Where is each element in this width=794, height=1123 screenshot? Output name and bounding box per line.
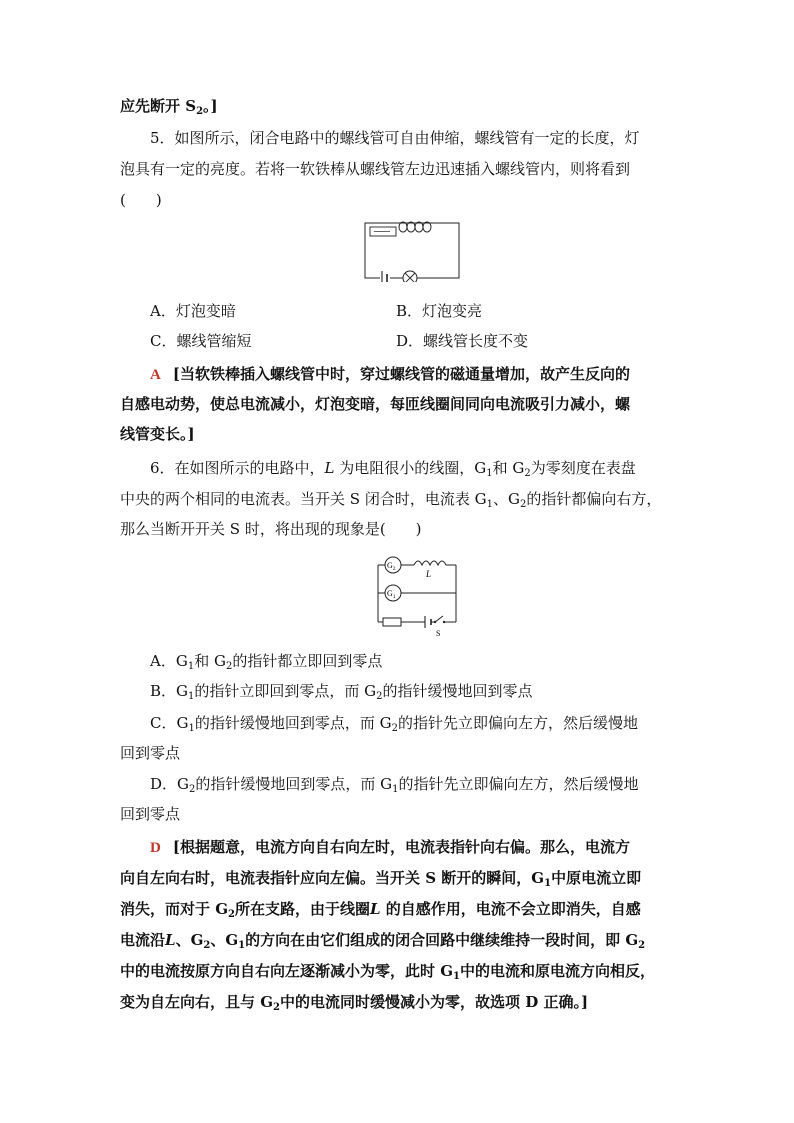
q4-tail: 应先断开 $S_2$。] [120, 97, 218, 117]
switch-label: S [436, 629, 441, 638]
q6-explanation-line-6: 变为自左向右，且与 $G_2$中的电流同时缓慢减小为零，故选项 D 正确。] [120, 993, 589, 1013]
q5-option-b: B．灯泡变亮 [396, 302, 483, 320]
q5-stem-line-3: ( ) [120, 191, 162, 209]
switch-s [435, 616, 443, 622]
q6-explanation-line-1: D [根据题意，电流方向自右向左时，电流表指针向右偏。那么，电流方 [150, 838, 630, 856]
q5-explanation-line-2: 自感电动势，使总电流减小，灯泡变暗，每匝线圈间同向电流吸引力减小，螺 [120, 395, 631, 413]
q6-option-c-line-2: 回到零点 [120, 744, 181, 762]
inductor-label: L [426, 569, 432, 579]
q6-explanation-line-3: 消失，而对于 $G_2$所在支路，由于线圈L 的自感作用，电流不会立即消失，自感 [120, 900, 641, 920]
q6-option-a: A．$G_1$和 $G_2$的指针都立即回到零点 [150, 652, 383, 672]
q6-stem-line-2: 中央的两个相同的电流表。当开关 S 闭合时，电流表 $G_1$、$G_2$的指针都偏向右方， [120, 490, 662, 510]
q5-stem-line-2: 泡具有一定的亮度。若将一软铁棒从螺线管左边迅速插入螺线管内，则将看到 [120, 160, 631, 178]
q6-option-b: B．$G_1$的指针立即回到零点，而 $G_2$的指针缓慢地回到零点 [150, 682, 533, 702]
g1-label: $G_1$ [387, 589, 396, 600]
q5-stem-line-1: 5．如图所示，闭合电路中的螺线管可自由伸缩，螺线管有一定的长度，灯 [150, 129, 640, 147]
q6-explanation-line-2: 向自左向右时，电流表指针应向左偏。当开关 S 断开的瞬间，$G_1$中原电流立即 [120, 869, 642, 889]
q6-option-c: C．$G_1$的指针缓慢地回到零点，而 $G_2$的指针先立即偏向左方，然后缓慢地 [150, 714, 638, 734]
q5-option-d: D．螺线管长度不变 [396, 332, 529, 350]
q6-circuit-diagram [370, 552, 462, 638]
g2-label: $G_2$ [387, 561, 396, 572]
q6-explanation-line-5: 中的电流按原方向自右向左逐渐减小为零，此时 $G_1$中的电流和原电流方向相反， [120, 962, 656, 982]
q6-explanation-line-4: 电流沿L、$G_2$、$G_1$的方向在由它们组成的闭合回路中继续维持一段时间，即 $G_2$ [120, 931, 646, 951]
resistor [383, 618, 401, 626]
q5-option-c: C．螺线管缩短 [150, 332, 252, 350]
inductor-coil [414, 561, 450, 565]
q6-stem-line-3: 那么当断开开关 S 时，将出现的现象是( ) [120, 520, 422, 538]
q5-solenoid-circuit-diagram [360, 218, 464, 282]
q6-option-d-line-2: 回到零点 [120, 805, 181, 823]
q6-answer: D [150, 840, 161, 856]
q5-answer: A [150, 367, 161, 383]
q5-option-a: A．灯泡变暗 [150, 302, 236, 320]
q5-explanation-line-1: A [当软铁棒插入螺线管中时，穿过螺线管的磁通量增加，故产生反向的 [150, 365, 630, 383]
q6-option-d: D．$G_2$的指针缓慢地回到零点，而 $G_1$的指针先立即偏向左方，然后缓慢地 [150, 775, 639, 795]
q5-explanation-line-3: 线管变长。] [120, 425, 195, 443]
bulb-icon [403, 271, 417, 282]
q6-stem-line-1: 6．在如图所示的电路中，L 为电阻很小的线圈，$G_1$和 $G_2$为零刻度在表盘 [150, 459, 636, 479]
